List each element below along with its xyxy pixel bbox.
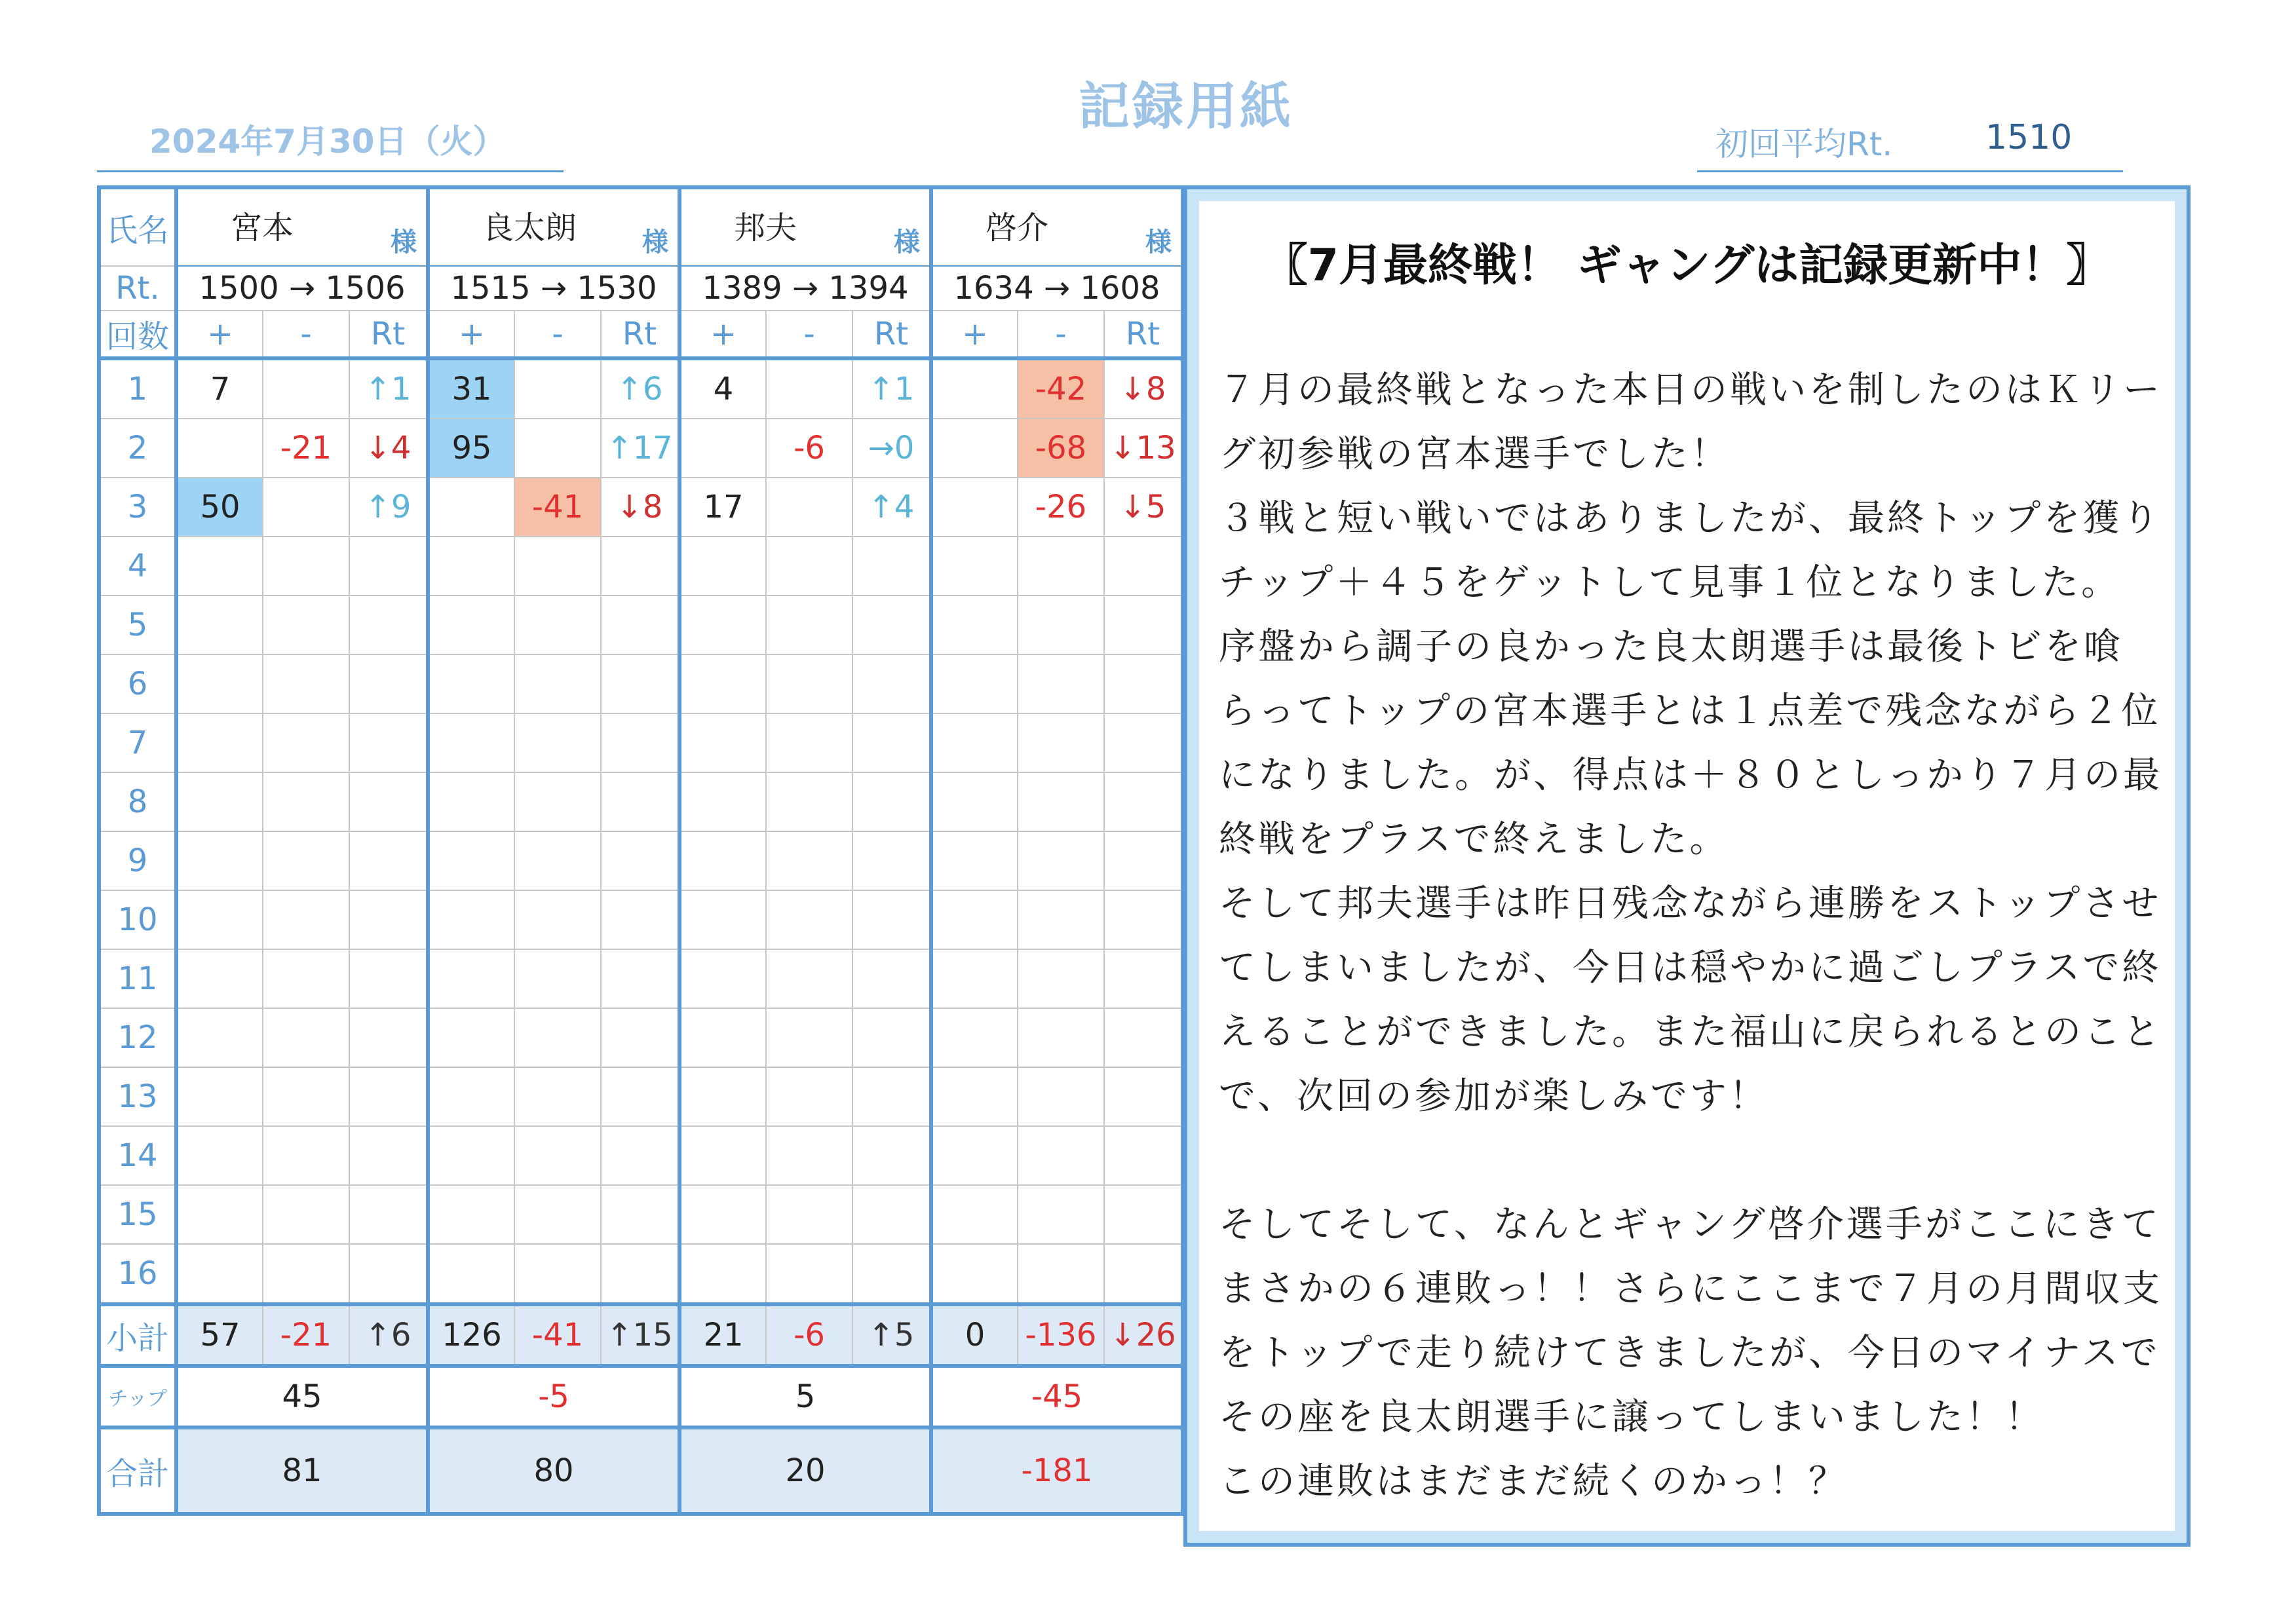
comment-line: になりました。が、得点は＋８０としっかり７月の最	[1219, 754, 2162, 797]
comment-line: で、次回の参加が楽しみです！	[1219, 1075, 1769, 1118]
subtotal-rt: ↓26	[1104, 1304, 1183, 1366]
player-name-cell	[679, 187, 931, 266]
round-row	[99, 654, 1183, 713]
subtotal-rt: ↑6	[349, 1304, 428, 1366]
score-plus	[931, 358, 1018, 419]
comment-line: ３戦と短い戦いではありましたが、最終トップを獲り	[1219, 497, 2162, 540]
subtotal-plus: 126	[428, 1304, 514, 1366]
comment-panel	[1199, 201, 2175, 1531]
rt-change: ↑6	[601, 358, 679, 419]
round-number: 10	[99, 890, 176, 949]
total-label: 合計	[99, 1427, 176, 1514]
round-row	[99, 890, 1183, 949]
score-plus	[176, 419, 263, 478]
rt-change: ↓5	[1104, 478, 1183, 537]
plus-header: +	[428, 311, 514, 358]
comment-line: そして邦夫選手は昨日残念ながら連勝をストップさせ	[1219, 882, 2162, 925]
date-underline	[97, 170, 564, 172]
subtotal-rt: ↑5	[852, 1304, 931, 1366]
avg-rating-underline	[1697, 170, 2123, 172]
rt-header: Rt	[349, 311, 428, 358]
subtotal-row	[99, 1304, 1183, 1366]
score-plus	[931, 419, 1018, 478]
comment-line: らってトップの宮本選手とは１点差で残念ながら２位	[1219, 690, 2161, 732]
chip-value: -45	[931, 1366, 1183, 1427]
subtotal-label: 小計	[99, 1304, 176, 1366]
round-number: 14	[99, 1126, 176, 1185]
score-plus: 31	[428, 358, 514, 419]
rt-change: ↓8	[1104, 358, 1183, 419]
rt-change: ↑1	[852, 358, 931, 419]
score-plus: 17	[679, 478, 766, 537]
round-row	[99, 831, 1183, 890]
chip-label: チップ	[99, 1366, 176, 1427]
subtotal-minus: -6	[766, 1304, 852, 1366]
total-row	[99, 1427, 1183, 1514]
round-number: 4	[99, 537, 176, 595]
rating-row	[99, 266, 1183, 311]
comment-line: ７月の最終戦となった本日の戦いを制したのはＫリー	[1219, 369, 2162, 411]
subtotal-plus: 0	[931, 1304, 1018, 1366]
subtotal-plus: 21	[679, 1304, 766, 1366]
comment-line: 序盤から調子の良かった良太朗選手は最後トビを喰	[1219, 626, 2123, 668]
player-name-cell	[176, 187, 428, 266]
rt-change: ↑17	[601, 419, 679, 478]
minus-header: -	[514, 311, 601, 358]
comment-line: えることができました。また福山に戻られるとのこと	[1219, 1011, 2162, 1053]
plus-header: +	[679, 311, 766, 358]
score-minus: -6	[766, 419, 852, 478]
score-minus	[263, 358, 349, 419]
round-number: 5	[99, 595, 176, 654]
player-name-cell	[931, 187, 1183, 266]
round-row	[99, 1067, 1183, 1126]
score-minus: -21	[263, 419, 349, 478]
comment-body	[1219, 358, 2162, 1514]
subtotal-minus: -21	[263, 1304, 349, 1366]
rt-header: Rt	[852, 311, 931, 358]
minus-header: -	[1018, 311, 1104, 358]
comment-line: てしまいましたが、今日は穏やかに過ごしプラスで終	[1219, 947, 2162, 989]
player-name: 啓介	[985, 210, 1049, 246]
player-rating: 1389 → 1394	[679, 266, 931, 311]
rt-change: ↓13	[1104, 419, 1183, 478]
round-row	[99, 419, 1183, 478]
minus-header: -	[263, 311, 349, 358]
rt-header: Rt	[1104, 311, 1183, 358]
player-rating: 1500 → 1506	[176, 266, 428, 311]
round-row	[99, 1126, 1183, 1185]
score-plus	[428, 478, 514, 537]
comment-line: そしてそして、なんとギャング啓介選手がここにきて	[1219, 1203, 2161, 1246]
subtotal-minus: -136	[1018, 1304, 1104, 1366]
round-row	[99, 478, 1183, 537]
comment-line: チップ＋４５をゲットして見事１位となりました。	[1219, 561, 2121, 604]
score-minus	[263, 478, 349, 537]
rt-change: ↓8	[601, 478, 679, 537]
round-row	[99, 537, 1183, 595]
score-plus	[679, 419, 766, 478]
score-table	[97, 185, 1185, 1516]
honorific: 様	[391, 227, 417, 257]
comment-box	[1183, 185, 2191, 1547]
score-minus: -41	[514, 478, 601, 537]
player-name: 邦夫	[734, 210, 797, 246]
subtotal-minus: -41	[514, 1304, 601, 1366]
score-plus	[931, 478, 1018, 537]
round-row	[99, 949, 1183, 1008]
round-number: 15	[99, 1185, 176, 1244]
round-number: 11	[99, 949, 176, 1008]
comment-title: 〖7月最終戦！ ギャングは記録更新中！〗	[1263, 240, 2111, 292]
honorific: 様	[642, 227, 668, 257]
chip-value: 5	[679, 1366, 931, 1427]
rt-header: Rt	[601, 311, 679, 358]
honorific: 様	[894, 227, 920, 257]
round-number: 2	[99, 419, 176, 478]
comment-line: まさかの６連敗っ！！さらにここまで７月の月間収支	[1219, 1268, 2162, 1310]
round-row	[99, 1244, 1183, 1304]
score-minus	[766, 358, 852, 419]
subtotal-rt: ↑15	[601, 1304, 679, 1366]
player-name-cell	[428, 187, 679, 266]
score-plus: 7	[176, 358, 263, 419]
rounds-label: 回数	[99, 311, 176, 358]
player-name: 良太朗	[482, 210, 577, 246]
round-row	[99, 772, 1183, 831]
rt-change: ↑9	[349, 478, 428, 537]
round-number: 3	[99, 478, 176, 537]
round-row	[99, 358, 1183, 419]
name-label: 氏名	[99, 187, 176, 266]
honorific: 様	[1145, 227, 1172, 257]
total-value: 81	[176, 1427, 428, 1514]
chip-value: -5	[428, 1366, 679, 1427]
round-number: 6	[99, 654, 176, 713]
name-row	[99, 187, 1183, 266]
chip-row	[99, 1366, 1183, 1427]
total-value: 80	[428, 1427, 679, 1514]
round-number: 12	[99, 1008, 176, 1067]
score-minus: -26	[1018, 478, 1104, 537]
round-number: 1	[99, 358, 176, 419]
rt-change: ↓4	[349, 419, 428, 478]
score-minus	[514, 419, 601, 478]
player-name: 宮本	[231, 210, 294, 246]
score-minus: -42	[1018, 358, 1104, 419]
score-minus	[766, 478, 852, 537]
date-label: 2024年7月30日（火）	[149, 123, 506, 161]
avg-rating-label: 初回平均Rt.	[1715, 125, 1893, 163]
round-row	[99, 713, 1183, 772]
plus-header: +	[931, 311, 1018, 358]
score-plus: 4	[679, 358, 766, 419]
comment-line: この連敗はまだまだ続くのかっ！？	[1219, 1460, 1848, 1503]
comment-line	[1219, 1129, 2162, 1193]
comment-line: をトップで走り続けてきましたが、今日のマイナスで	[1219, 1332, 2160, 1374]
player-rating: 1634 → 1608	[931, 266, 1183, 311]
round-number: 16	[99, 1244, 176, 1304]
minus-header: -	[766, 311, 852, 358]
avg-rating-value: 1510	[1985, 118, 2073, 157]
rt-change: ↑1	[349, 358, 428, 419]
score-minus	[514, 358, 601, 419]
plus-header: +	[176, 311, 263, 358]
score-plus: 95	[428, 419, 514, 478]
round-number: 13	[99, 1067, 176, 1126]
page-title: 記録用紙	[1078, 77, 1293, 136]
subtotal-plus: 57	[176, 1304, 263, 1366]
chip-value: 45	[176, 1366, 428, 1427]
rating-label: Rt.	[99, 266, 176, 311]
comment-line: グ初参戦の宮本選手でした！	[1219, 433, 1730, 476]
round-row	[99, 595, 1183, 654]
comment-line: 終戦をプラスで終えました。	[1219, 818, 1729, 861]
round-row	[99, 1008, 1183, 1067]
round-row	[99, 1185, 1183, 1244]
player-rating: 1515 → 1530	[428, 266, 679, 311]
total-value: 20	[679, 1427, 931, 1514]
score-plus: 50	[176, 478, 263, 537]
rt-change: →0	[852, 419, 931, 478]
rt-change: ↑4	[852, 478, 931, 537]
total-value: -181	[931, 1427, 1183, 1514]
round-number: 9	[99, 831, 176, 890]
comment-line: その座を良太朗選手に譲ってしまいました！！	[1219, 1396, 2044, 1439]
column-header-row	[99, 311, 1183, 358]
score-minus: -68	[1018, 419, 1104, 478]
round-number: 8	[99, 772, 176, 831]
round-number: 7	[99, 713, 176, 772]
